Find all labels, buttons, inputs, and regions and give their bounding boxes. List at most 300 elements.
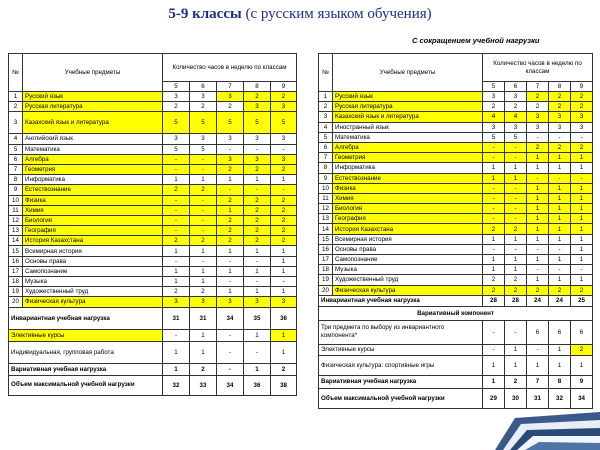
summary-value: 1 [244, 329, 271, 341]
row-number: 1 [319, 92, 333, 102]
header-hours: Количество часов в неделю по классам [163, 54, 297, 82]
row-number: 6 [319, 142, 333, 152]
hours-cell: 1 [527, 183, 549, 193]
table-row [9, 195, 297, 205]
hours-cell: - [483, 244, 505, 254]
hours-cell: 1 [483, 234, 505, 244]
summary-value: 1 [244, 363, 271, 375]
summary-value: 33 [190, 375, 217, 395]
summary-label: Инвариантная учебная нагрузка [319, 295, 483, 306]
hours-cell: - [571, 132, 593, 142]
hours-cell: 1 [505, 163, 527, 173]
hours-cell: 3 [217, 154, 244, 164]
hours-cell: - [190, 164, 217, 174]
hours-cell: 3 [271, 154, 297, 164]
subject-name: Физическая культура [333, 285, 483, 295]
hours-cell: 1 [190, 175, 217, 185]
row-number: 7 [9, 164, 23, 174]
row-number: 17 [9, 266, 23, 276]
subject-name: Химия [333, 193, 483, 203]
summary-row [319, 295, 593, 306]
hours-cell: 2 [190, 185, 217, 195]
hours-cell: - [549, 265, 571, 275]
hours-cell: 1 [571, 224, 593, 234]
hours-cell: - [271, 185, 297, 195]
hours-cell: 2 [190, 236, 217, 246]
hours-cell: 1 [190, 277, 217, 287]
summary-value: 34 [217, 307, 244, 329]
hours-cell: 3 [163, 92, 190, 102]
books-decoration [455, 398, 600, 450]
header-hours: Количество часов в неделю по классам [483, 54, 593, 82]
row-number: 5 [9, 144, 23, 154]
header-grade: 9 [271, 82, 297, 92]
summary-value: 29 [483, 388, 505, 408]
row-number: 1 [9, 92, 23, 102]
subject-name: Основы права [333, 244, 483, 254]
subject-name: Естествознание [333, 173, 483, 183]
hours-cell: - [527, 265, 549, 275]
subject-name: Художественный труд [23, 287, 163, 297]
summary-value: 30 [505, 388, 527, 408]
subject-name: Казахский язык и литература [23, 112, 163, 134]
row-number: 9 [319, 173, 333, 183]
row-number: 9 [9, 185, 23, 195]
hours-cell: 2 [244, 164, 271, 174]
hours-cell: 2 [505, 224, 527, 234]
hours-cell: - [217, 185, 244, 195]
hours-cell: 1 [571, 275, 593, 285]
summary-row [9, 307, 297, 329]
hours-cell: 2 [271, 215, 297, 225]
summary-value: 9 [571, 375, 593, 388]
hours-cell: 1 [190, 266, 217, 276]
curriculum-table-1 [8, 53, 297, 396]
hours-cell: 1 [527, 275, 549, 285]
summary-row [319, 320, 593, 344]
hours-cell: 1 [527, 163, 549, 173]
hours-cell: 1 [244, 266, 271, 276]
hours-cell: 2 [483, 275, 505, 285]
hours-cell: 2 [217, 226, 244, 236]
subject-name: Математика [23, 144, 163, 154]
summary-value: 1 [163, 341, 190, 363]
header-grade: 8 [549, 82, 571, 92]
hours-cell: 5 [190, 112, 217, 134]
summary-value: 6 [527, 320, 549, 344]
hours-cell: - [163, 205, 190, 215]
hours-cell: 1 [505, 234, 527, 244]
hours-cell: - [505, 244, 527, 254]
row-number: 18 [9, 277, 23, 287]
hours-cell: 1 [571, 244, 593, 254]
summary-label: Индивидуальная, групповая работа [9, 341, 163, 363]
hours-cell: 2 [549, 142, 571, 152]
hours-cell: 2 [505, 285, 527, 295]
hours-cell: 1 [571, 163, 593, 173]
subject-name: Физика [23, 195, 163, 205]
hours-cell: 3 [271, 297, 297, 307]
hours-cell: 3 [217, 92, 244, 102]
hours-cell: 3 [163, 297, 190, 307]
row-number: 14 [319, 224, 333, 234]
summary-value: 31 [163, 307, 190, 329]
hours-cell: 5 [163, 112, 190, 134]
hours-cell: 3 [527, 122, 549, 132]
hours-cell: - [571, 173, 593, 183]
hours-cell: 4 [483, 112, 505, 122]
hours-cell: 2 [505, 102, 527, 112]
summary-value: 1 [505, 344, 527, 355]
table-row [319, 234, 593, 244]
hours-cell: 1 [271, 287, 297, 297]
subject-name: География [333, 214, 483, 224]
table-row [319, 255, 593, 265]
hours-cell: 3 [244, 102, 271, 112]
hours-cell: - [571, 265, 593, 275]
table-row [9, 164, 297, 174]
hours-cell: - [527, 244, 549, 254]
summary-label: Объем максимальной учебной нагрузки [319, 388, 483, 408]
header-grade: 7 [217, 82, 244, 92]
hours-cell: 2 [163, 236, 190, 246]
hours-cell: 1 [163, 277, 190, 287]
hours-cell: 2 [190, 287, 217, 297]
summary-value: 32 [163, 375, 190, 395]
subject-name: Музыка [333, 265, 483, 275]
hours-cell: 5 [244, 112, 271, 134]
summary-value: 1 [163, 363, 190, 375]
hours-cell: - [217, 256, 244, 266]
hours-cell: 1 [217, 287, 244, 297]
hours-cell: 2 [549, 92, 571, 102]
summary-value: - [217, 341, 244, 363]
table-row [319, 265, 593, 275]
row-number: 10 [319, 183, 333, 193]
hours-cell: 2 [549, 102, 571, 112]
row-number: 19 [319, 275, 333, 285]
hours-cell: 2 [271, 236, 297, 246]
hours-cell: - [549, 173, 571, 183]
hours-cell: - [549, 244, 571, 254]
hours-cell: 5 [190, 144, 217, 154]
subject-name: Художественный труд [333, 275, 483, 285]
row-number: 7 [319, 153, 333, 163]
table-row [9, 185, 297, 195]
table-row [319, 224, 593, 234]
hours-cell: 3 [190, 92, 217, 102]
page-title [0, 6, 600, 23]
hours-cell: - [163, 215, 190, 225]
summary-value: - [505, 320, 527, 344]
summary-value: 1 [271, 329, 297, 341]
summary-value: 1 [271, 341, 297, 363]
hours-cell: 2 [271, 195, 297, 205]
table-row [319, 183, 593, 193]
summary-value: - [217, 363, 244, 375]
hours-cell: 3 [190, 134, 217, 144]
table2-subtitle: С сокращением учебной нагрузки [412, 36, 540, 45]
hours-cell: - [244, 144, 271, 154]
hours-cell: 3 [549, 112, 571, 122]
row-number: 3 [319, 112, 333, 122]
hours-cell: 1 [571, 234, 593, 244]
hours-cell: - [505, 142, 527, 152]
hours-cell: 5 [271, 112, 297, 134]
hours-cell: 1 [483, 265, 505, 275]
hours-cell: 2 [163, 102, 190, 112]
table-row [319, 92, 593, 102]
hours-cell: - [190, 226, 217, 236]
hours-cell: 2 [244, 226, 271, 236]
header-subjects: Учебные предметы [333, 54, 483, 92]
row-number: 8 [9, 175, 23, 185]
summary-value: - [483, 344, 505, 355]
hours-cell: 3 [483, 122, 505, 132]
table-row [319, 132, 593, 142]
table-row [9, 92, 297, 102]
header-num: № [319, 54, 333, 92]
subject-name: Информатика [333, 163, 483, 173]
hours-cell: 3 [163, 134, 190, 144]
summary-value: 32 [549, 388, 571, 408]
header-row [319, 54, 593, 82]
row-number: 20 [9, 297, 23, 307]
hours-cell: - [163, 164, 190, 174]
summary-value: 2 [190, 363, 217, 375]
summary-label: Вариативная учебная нагрузка [9, 363, 163, 375]
hours-cell: 1 [244, 287, 271, 297]
row-number: 20 [319, 285, 333, 295]
table-row [319, 214, 593, 224]
hours-cell: 2 [483, 224, 505, 234]
hours-cell: 2 [571, 92, 593, 102]
table-row [9, 287, 297, 297]
hours-cell: - [549, 132, 571, 142]
hours-cell: 1 [549, 275, 571, 285]
hours-cell: 1 [549, 224, 571, 234]
hours-cell: 1 [244, 246, 271, 256]
table-row [319, 122, 593, 132]
hours-cell: 1 [505, 265, 527, 275]
hours-cell: 1 [271, 256, 297, 266]
hours-cell: 3 [217, 134, 244, 144]
hours-cell: 2 [271, 164, 297, 174]
summary-value: 34 [217, 375, 244, 395]
hours-cell: - [163, 195, 190, 205]
header-grade: 8 [244, 82, 271, 92]
subject-name: Всемирная история [333, 234, 483, 244]
row-number: 18 [319, 265, 333, 275]
summary-row [319, 344, 593, 355]
row-number: 2 [319, 102, 333, 112]
summary-value: 1 [190, 329, 217, 341]
hours-cell: 1 [571, 183, 593, 193]
row-number: 10 [9, 195, 23, 205]
hours-cell: 1 [217, 246, 244, 256]
subject-name: Физическая культура [23, 297, 163, 307]
row-number: 4 [9, 134, 23, 144]
row-number: 5 [319, 132, 333, 142]
hours-cell: - [244, 277, 271, 287]
summary-value: 1 [571, 355, 593, 375]
hours-cell: 2 [571, 285, 593, 295]
subject-name: Самопознание [333, 255, 483, 265]
row-number: 8 [319, 163, 333, 173]
hours-cell: 1 [549, 234, 571, 244]
hours-cell: 1 [271, 266, 297, 276]
hours-cell: 1 [190, 246, 217, 256]
hours-cell: 1 [271, 246, 297, 256]
summary-value: 1 [549, 355, 571, 375]
subject-name: Геометрия [333, 153, 483, 163]
hours-cell: - [483, 193, 505, 203]
hours-cell: 2 [571, 142, 593, 152]
header-grade: 9 [571, 82, 593, 92]
hours-cell: 1 [217, 205, 244, 215]
table-row [9, 205, 297, 215]
hours-cell: - [483, 214, 505, 224]
hours-cell: 2 [549, 285, 571, 295]
hours-cell: - [190, 256, 217, 266]
row-number: 12 [319, 204, 333, 214]
hours-cell: - [527, 132, 549, 142]
hours-cell: 1 [527, 193, 549, 203]
hours-cell: 2 [271, 92, 297, 102]
hours-cell: 1 [549, 204, 571, 214]
summary-value: 31 [190, 307, 217, 329]
hours-cell: 1 [549, 153, 571, 163]
row-number: 15 [9, 246, 23, 256]
table-row [9, 154, 297, 164]
table-row [9, 215, 297, 225]
hours-cell: 2 [244, 92, 271, 102]
hours-cell: - [483, 204, 505, 214]
hours-cell: 3 [190, 297, 217, 307]
table-row [319, 285, 593, 295]
hours-cell: - [190, 215, 217, 225]
row-number: 2 [9, 102, 23, 112]
hours-cell: 1 [571, 255, 593, 265]
hours-cell: - [244, 185, 271, 195]
hours-cell: - [163, 154, 190, 164]
table-row [9, 297, 297, 307]
table-row [9, 256, 297, 266]
summary-value: 1 [483, 375, 505, 388]
table-row [9, 175, 297, 185]
subject-name: Естествознание [23, 185, 163, 195]
subject-name: Русская литература [23, 102, 163, 112]
summary-value: 7 [527, 375, 549, 388]
summary-value: - [163, 329, 190, 341]
hours-cell: 1 [571, 204, 593, 214]
subject-name: Биология [23, 215, 163, 225]
subject-name: Химия [23, 205, 163, 215]
hours-cell: 1 [483, 173, 505, 183]
row-number: 15 [319, 234, 333, 244]
table-row [319, 193, 593, 203]
hours-cell: 2 [244, 205, 271, 215]
summary-value: 8 [549, 375, 571, 388]
hours-cell: 2 [527, 102, 549, 112]
hours-cell: - [527, 173, 549, 183]
hours-cell: - [483, 153, 505, 163]
table-row [9, 144, 297, 154]
hours-cell: 2 [527, 142, 549, 152]
hours-cell: 1 [271, 175, 297, 185]
hours-cell: - [505, 204, 527, 214]
table-row [9, 226, 297, 236]
subject-name: Геометрия [23, 164, 163, 174]
hours-cell: 5 [217, 112, 244, 134]
summary-value: 1 [483, 355, 505, 375]
hours-cell: 1 [527, 255, 549, 265]
hours-cell: 2 [527, 92, 549, 102]
hours-cell: 3 [244, 297, 271, 307]
hours-cell: 2 [244, 195, 271, 205]
hours-cell: 1 [163, 246, 190, 256]
subject-name: Русский язык [333, 92, 483, 102]
summary-label: Элективные курсы [9, 329, 163, 341]
hours-cell: 1 [505, 255, 527, 265]
hours-cell: 3 [271, 134, 297, 144]
summary-value: 2 [505, 375, 527, 388]
hours-cell: 1 [527, 214, 549, 224]
hours-cell: 2 [483, 102, 505, 112]
header-row [9, 54, 297, 82]
hours-cell: 5 [163, 144, 190, 154]
summary-value: 2 [571, 344, 593, 355]
summary-value: 36 [271, 307, 297, 329]
hours-cell: 1 [483, 163, 505, 173]
row-number: 12 [9, 215, 23, 225]
summary-row [9, 329, 297, 341]
hours-cell: 1 [217, 266, 244, 276]
header-subjects: Учебные предметы [23, 54, 163, 92]
hours-cell: 1 [571, 153, 593, 163]
hours-cell: 3 [244, 134, 271, 144]
hours-cell: 1 [244, 175, 271, 185]
subject-name: Алгебра [333, 142, 483, 152]
table-row [9, 246, 297, 256]
hours-cell: 1 [549, 163, 571, 173]
row-number: 6 [9, 154, 23, 164]
hours-cell: 1 [505, 173, 527, 183]
hours-cell: - [505, 193, 527, 203]
hours-cell: 1 [527, 234, 549, 244]
row-number: 13 [319, 214, 333, 224]
hours-cell: - [163, 256, 190, 266]
subject-name: История Казахстана [333, 224, 483, 234]
hours-cell: 3 [271, 102, 297, 112]
hours-cell: 3 [571, 122, 593, 132]
hours-cell: 3 [549, 122, 571, 132]
table-row [9, 236, 297, 246]
subject-name: Русская литература [333, 102, 483, 112]
table-row [9, 134, 297, 144]
summary-value: 1 [505, 355, 527, 375]
subject-name: Русский язык [23, 92, 163, 102]
subject-name: Алгебра [23, 154, 163, 164]
hours-cell: 1 [549, 255, 571, 265]
header-grade: 5 [483, 82, 505, 92]
hours-cell: - [271, 277, 297, 287]
summary-value: 1 [527, 355, 549, 375]
subject-name: География [23, 226, 163, 236]
summary-value: 36 [244, 375, 271, 395]
hours-cell: 1 [217, 175, 244, 185]
summary-row [9, 341, 297, 363]
